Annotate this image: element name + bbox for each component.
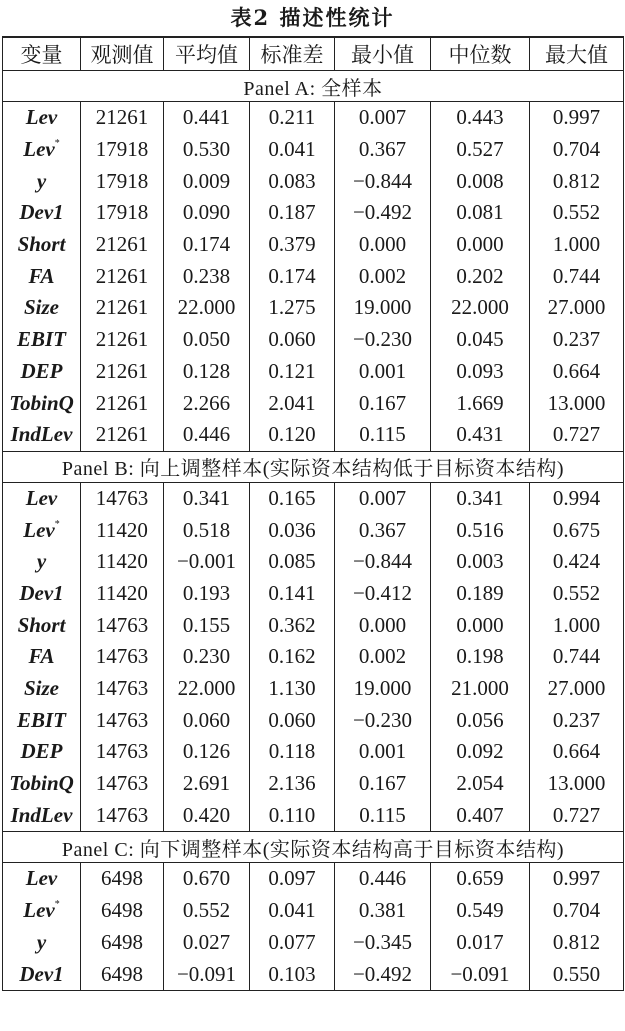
table-row [3, 260, 624, 292]
min-cell: 0.115 [335, 799, 431, 831]
header-variable: 变量 [3, 37, 81, 71]
table-row [3, 641, 624, 673]
variable-name: Lev [23, 517, 55, 542]
table-row [3, 324, 624, 356]
median-cell: 0.000 [431, 609, 530, 641]
variable-name: FA [28, 644, 55, 669]
std-dev-cell: 0.097 [250, 863, 335, 895]
header-median: 中位数 [431, 37, 530, 71]
observations-cell: 14763 [81, 704, 164, 736]
header-min: 最小值 [335, 37, 431, 71]
std-dev-cell: 0.110 [250, 799, 335, 831]
observations-cell: 14763 [81, 736, 164, 768]
median-cell: 0.189 [431, 578, 530, 610]
median-cell: 0.443 [431, 102, 530, 134]
std-dev-cell: 0.141 [250, 578, 335, 610]
median-cell: −0.091 [431, 958, 530, 990]
table-row [3, 482, 624, 514]
mean-cell: 0.193 [164, 578, 250, 610]
panel-label: Panel A: 全样本 [3, 71, 624, 102]
observations-cell: 21261 [81, 260, 164, 292]
variable-superscript: * [54, 899, 60, 911]
max-cell: 0.664 [530, 356, 624, 388]
max-cell: 1.000 [530, 609, 624, 641]
table-row [3, 895, 624, 927]
mean-cell: 2.691 [164, 768, 250, 800]
variable-name-cell [3, 736, 81, 768]
variable-name-cell [3, 387, 81, 419]
observations-cell: 11420 [81, 514, 164, 546]
std-dev-cell: 0.060 [250, 704, 335, 736]
std-dev-cell: 0.083 [250, 165, 335, 197]
median-cell: 0.431 [431, 419, 530, 451]
max-cell: 0.812 [530, 165, 624, 197]
max-cell: 0.664 [530, 736, 624, 768]
table-row [3, 514, 624, 546]
table-row [3, 927, 624, 959]
variable-name-cell [3, 134, 81, 166]
observations-cell: 14763 [81, 673, 164, 705]
max-cell: 0.704 [530, 134, 624, 166]
min-cell: 0.167 [335, 387, 431, 419]
mean-cell: 0.060 [164, 704, 250, 736]
std-dev-cell: 0.060 [250, 324, 335, 356]
std-dev-cell: 0.121 [250, 356, 335, 388]
variable-name-cell [3, 641, 81, 673]
table-row [3, 292, 624, 324]
variable-name: y [36, 929, 47, 954]
std-dev-cell: 0.118 [250, 736, 335, 768]
min-cell: −0.230 [335, 324, 431, 356]
min-cell: −0.412 [335, 578, 431, 610]
panel-label: Panel B: 向上调整样本(实际资本结构低于目标资本结构) [3, 451, 624, 482]
table-row [3, 863, 624, 895]
std-dev-cell: 2.136 [250, 768, 335, 800]
mean-cell: 0.530 [164, 134, 250, 166]
min-cell: 0.446 [335, 863, 431, 895]
variable-name: Dev1 [19, 580, 64, 605]
min-cell: −0.492 [335, 958, 431, 990]
mean-cell: 0.441 [164, 102, 250, 134]
median-cell: 22.000 [431, 292, 530, 324]
min-cell: −0.844 [335, 546, 431, 578]
min-cell: 0.367 [335, 514, 431, 546]
observations-cell: 17918 [81, 197, 164, 229]
variable-name: Dev1 [19, 961, 64, 986]
variable-name: IndLev [10, 422, 73, 447]
mean-cell: 2.266 [164, 387, 250, 419]
variable-name-cell [3, 260, 81, 292]
variable-name: y [36, 549, 47, 574]
std-dev-cell: 0.085 [250, 546, 335, 578]
table-body [3, 71, 624, 991]
variable-superscript: * [54, 518, 60, 530]
median-cell: 0.092 [431, 736, 530, 768]
table-row [3, 704, 624, 736]
max-cell: 13.000 [530, 768, 624, 800]
max-cell: 0.994 [530, 482, 624, 514]
min-cell: 0.381 [335, 895, 431, 927]
variable-name-cell [3, 324, 81, 356]
mean-cell: 0.009 [164, 165, 250, 197]
variable-name: DEP [20, 358, 63, 383]
max-cell: 0.744 [530, 641, 624, 673]
variable-name: Dev1 [19, 200, 64, 225]
panel-header-row [3, 71, 624, 102]
std-dev-cell: 0.077 [250, 927, 335, 959]
variable-name: DEP [20, 739, 63, 764]
variable-name-cell [3, 197, 81, 229]
variable-name: Short [17, 232, 66, 257]
variable-name: FA [28, 263, 55, 288]
max-cell: 0.997 [530, 102, 624, 134]
variable-name: Lev [25, 105, 58, 130]
variable-name: EBIT [16, 707, 66, 732]
table-row [3, 229, 624, 261]
observations-cell: 21261 [81, 419, 164, 451]
mean-cell: 0.126 [164, 736, 250, 768]
median-cell: 0.198 [431, 641, 530, 673]
observations-cell: 21261 [81, 387, 164, 419]
median-cell: 0.202 [431, 260, 530, 292]
header-max: 最大值 [530, 37, 624, 71]
observations-cell: 6498 [81, 863, 164, 895]
std-dev-cell: 0.362 [250, 609, 335, 641]
max-cell: 0.704 [530, 895, 624, 927]
median-cell: 0.341 [431, 482, 530, 514]
min-cell: −0.492 [335, 197, 431, 229]
observations-cell: 21261 [81, 229, 164, 261]
mean-cell: 0.552 [164, 895, 250, 927]
median-cell: 0.093 [431, 356, 530, 388]
std-dev-cell: 0.165 [250, 482, 335, 514]
std-dev-cell: 1.275 [250, 292, 335, 324]
std-dev-cell: 0.036 [250, 514, 335, 546]
mean-cell: 0.420 [164, 799, 250, 831]
variable-name: Short [17, 612, 66, 637]
observations-cell: 6498 [81, 927, 164, 959]
observations-cell: 14763 [81, 768, 164, 800]
observations-cell: 11420 [81, 546, 164, 578]
variable-name-cell [3, 673, 81, 705]
variable-name: Size [23, 676, 59, 701]
median-cell: 0.659 [431, 863, 530, 895]
variable-name-cell [3, 482, 81, 514]
table-row [3, 356, 624, 388]
observations-cell: 21261 [81, 102, 164, 134]
table-row [3, 958, 624, 990]
mean-cell: −0.091 [164, 958, 250, 990]
variable-name-cell [3, 229, 81, 261]
std-dev-cell: 0.041 [250, 895, 335, 927]
variable-name-cell [3, 292, 81, 324]
variable-name: Lev [23, 898, 55, 923]
min-cell: 0.007 [335, 482, 431, 514]
max-cell: 0.744 [530, 260, 624, 292]
min-cell: 0.002 [335, 260, 431, 292]
variable-name: Lev [23, 137, 55, 162]
mean-cell: 22.000 [164, 673, 250, 705]
std-dev-cell: 0.211 [250, 102, 335, 134]
table-row [3, 609, 624, 641]
variable-name-cell [3, 958, 81, 990]
variable-name-cell [3, 863, 81, 895]
median-cell: 0.407 [431, 799, 530, 831]
min-cell: 0.367 [335, 134, 431, 166]
header-mean: 平均值 [164, 37, 250, 71]
panel-label: Panel C: 向下调整样本(实际资本结构高于目标资本结构) [3, 832, 624, 863]
mean-cell: 0.050 [164, 324, 250, 356]
variable-name-cell [3, 546, 81, 578]
mean-cell: 0.230 [164, 641, 250, 673]
variable-name-cell [3, 514, 81, 546]
std-dev-cell: 0.162 [250, 641, 335, 673]
variable-name-cell [3, 704, 81, 736]
min-cell: −0.844 [335, 165, 431, 197]
max-cell: 0.550 [530, 958, 624, 990]
table-row [3, 768, 624, 800]
variable-name: Lev [25, 485, 58, 510]
table-row [3, 165, 624, 197]
observations-cell: 14763 [81, 799, 164, 831]
max-cell: 0.997 [530, 863, 624, 895]
min-cell: −0.345 [335, 927, 431, 959]
mean-cell: 0.518 [164, 514, 250, 546]
observations-cell: 21261 [81, 356, 164, 388]
mean-cell: 0.238 [164, 260, 250, 292]
variable-name-cell [3, 356, 81, 388]
variable-name: y [36, 168, 47, 193]
median-cell: 21.000 [431, 673, 530, 705]
min-cell: −0.230 [335, 704, 431, 736]
mean-cell: 0.128 [164, 356, 250, 388]
table-row [3, 736, 624, 768]
variable-name-cell [3, 768, 81, 800]
min-cell: 19.000 [335, 673, 431, 705]
median-cell: 0.017 [431, 927, 530, 959]
max-cell: 0.552 [530, 578, 624, 610]
observations-cell: 21261 [81, 292, 164, 324]
variable-name-cell [3, 165, 81, 197]
max-cell: 0.237 [530, 324, 624, 356]
max-cell: 0.552 [530, 197, 624, 229]
mean-cell: 0.670 [164, 863, 250, 895]
variable-name-cell [3, 609, 81, 641]
max-cell: 0.812 [530, 927, 624, 959]
min-cell: 19.000 [335, 292, 431, 324]
variable-name: IndLev [10, 802, 73, 827]
variable-superscript: * [54, 138, 60, 150]
median-cell: 0.549 [431, 895, 530, 927]
variable-name: TobinQ [9, 771, 74, 796]
max-cell: 0.424 [530, 546, 624, 578]
variable-name: EBIT [16, 327, 66, 352]
median-cell: 0.516 [431, 514, 530, 546]
max-cell: 0.727 [530, 799, 624, 831]
observations-cell: 14763 [81, 482, 164, 514]
variable-name-cell [3, 799, 81, 831]
std-dev-cell: 0.041 [250, 134, 335, 166]
max-cell: 0.727 [530, 419, 624, 451]
std-dev-cell: 0.187 [250, 197, 335, 229]
std-dev-cell: 0.174 [250, 260, 335, 292]
mean-cell: 0.090 [164, 197, 250, 229]
panel-header-row [3, 832, 624, 863]
table-row [3, 799, 624, 831]
min-cell: 0.001 [335, 736, 431, 768]
std-dev-cell: 0.103 [250, 958, 335, 990]
max-cell: 13.000 [530, 387, 624, 419]
table-title: 表2 描述性统计 [230, 5, 395, 30]
panel-header-row [3, 451, 624, 482]
std-dev-cell: 1.130 [250, 673, 335, 705]
variable-name: TobinQ [9, 390, 74, 415]
min-cell: 0.007 [335, 102, 431, 134]
min-cell: 0.000 [335, 609, 431, 641]
median-cell: 0.045 [431, 324, 530, 356]
median-cell: 2.054 [431, 768, 530, 800]
mean-cell: 0.155 [164, 609, 250, 641]
max-cell: 27.000 [530, 292, 624, 324]
variable-name-cell [3, 419, 81, 451]
mean-cell: 0.174 [164, 229, 250, 261]
variable-name-cell [3, 927, 81, 959]
max-cell: 1.000 [530, 229, 624, 261]
min-cell: 0.001 [335, 356, 431, 388]
std-dev-cell: 0.379 [250, 229, 335, 261]
observations-cell: 21261 [81, 324, 164, 356]
variable-name: Size [23, 295, 59, 320]
table-row [3, 673, 624, 705]
table-row [3, 134, 624, 166]
header-row [3, 37, 624, 71]
table-row [3, 387, 624, 419]
median-cell: 0.008 [431, 165, 530, 197]
observations-cell: 11420 [81, 578, 164, 610]
median-cell: 0.003 [431, 546, 530, 578]
observations-cell: 6498 [81, 895, 164, 927]
header-observations: 观测值 [81, 37, 164, 71]
table-row [3, 102, 624, 134]
median-cell: 0.000 [431, 229, 530, 261]
table-row [3, 419, 624, 451]
variable-name-cell [3, 578, 81, 610]
min-cell: 0.167 [335, 768, 431, 800]
table-row [3, 197, 624, 229]
mean-cell: 0.446 [164, 419, 250, 451]
variable-name-cell [3, 102, 81, 134]
max-cell: 0.675 [530, 514, 624, 546]
descriptive-statistics-table [2, 36, 624, 991]
observations-cell: 14763 [81, 641, 164, 673]
min-cell: 0.115 [335, 419, 431, 451]
observations-cell: 14763 [81, 609, 164, 641]
observations-cell: 17918 [81, 165, 164, 197]
mean-cell: 22.000 [164, 292, 250, 324]
observations-cell: 17918 [81, 134, 164, 166]
table-row [3, 546, 624, 578]
header-std-dev: 标准差 [250, 37, 335, 71]
table-row [3, 578, 624, 610]
median-cell: 0.527 [431, 134, 530, 166]
median-cell: 1.669 [431, 387, 530, 419]
min-cell: 0.000 [335, 229, 431, 261]
max-cell: 0.237 [530, 704, 624, 736]
mean-cell: −0.001 [164, 546, 250, 578]
max-cell: 27.000 [530, 673, 624, 705]
mean-cell: 0.027 [164, 927, 250, 959]
mean-cell: 0.341 [164, 482, 250, 514]
median-cell: 0.081 [431, 197, 530, 229]
observations-cell: 6498 [81, 958, 164, 990]
variable-name: Lev [25, 866, 58, 891]
variable-name-cell [3, 895, 81, 927]
std-dev-cell: 0.120 [250, 419, 335, 451]
min-cell: 0.002 [335, 641, 431, 673]
median-cell: 0.056 [431, 704, 530, 736]
std-dev-cell: 2.041 [250, 387, 335, 419]
